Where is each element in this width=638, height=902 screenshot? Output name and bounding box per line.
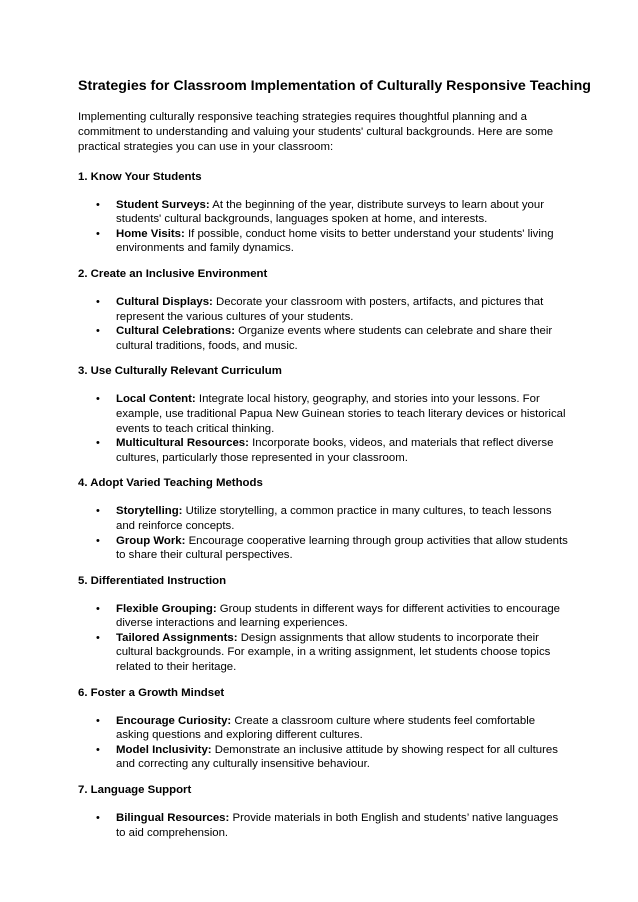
list-item: [78, 324, 568, 353]
item-description: Utilize storytelling, a common practice in many cultures, to teach lessons and reinforce concepts.: [116, 505, 552, 532]
item-term: Encourage Curiosity:: [116, 714, 232, 727]
item-term: Bilingual Resources:: [116, 812, 230, 825]
item-term: Tailored Assignments:: [116, 631, 238, 644]
bullet-icon: •: [96, 812, 100, 825]
bullet-icon: •: [96, 534, 100, 547]
bullet-icon: •: [96, 295, 100, 308]
item-term: Flexible Grouping:: [116, 602, 217, 615]
document-title: Strategies for Classroom Implementation of Culturally Responsive Teaching: [78, 78, 591, 94]
item-term: Storytelling:: [116, 505, 183, 518]
item-term: Multicultural Resources:: [116, 437, 249, 450]
list-item: [78, 743, 568, 772]
list-item: [78, 198, 568, 227]
bullet-icon: •: [96, 631, 100, 644]
section-heading: 2. Create an Inclusive Environment: [78, 267, 268, 280]
section-heading: 5. Differentiated Instruction: [78, 574, 227, 587]
section-heading: 1. Know Your Students: [78, 170, 202, 183]
bullet-icon: •: [96, 505, 100, 518]
item-term: Student Surveys:: [116, 198, 210, 211]
item-description: Integrate local history, geography, and stories into your lessons. For example, use traditional Papua New Guinean stories to teach literary devices or historical events to teach critical thinking.: [116, 393, 566, 435]
item-term: Cultural Displays:: [116, 295, 213, 308]
bullet-icon: •: [96, 437, 100, 450]
bullet-icon: •: [96, 227, 100, 240]
bullet-icon: •: [96, 714, 100, 727]
list-item: [78, 227, 568, 256]
item-description: Design assignments that allow students to incorporate their cultural backgrounds. For example, in a writing assignment, let students choose topics related to their heritage.: [116, 631, 551, 674]
item-term: Home Visits:: [116, 227, 185, 240]
item-description: Provide materials in both English and students’ native languages to aid comprehension.: [116, 812, 559, 839]
item-term: Model Inclusivity:: [116, 743, 212, 756]
list-item: [78, 811, 568, 840]
bullet-list: [78, 602, 568, 675]
section-heading: 4. Adopt Varied Teaching Methods: [78, 477, 263, 490]
item-description: Decorate your classroom with posters, artifacts, and pictures that represent the various cultures of your students.: [116, 295, 544, 323]
item-description: Encourage cooperative learning through group activities that allow students to share their cultural perspectives.: [116, 534, 568, 562]
list-item: [78, 714, 568, 743]
bullet-icon: •: [96, 743, 100, 756]
section-heading: 3. Use Culturally Relevant Curriculum: [78, 365, 282, 378]
sections-container: [78, 170, 568, 841]
item-description: If possible, conduct home visits to better understand your students' living environments and family dynamics.: [116, 227, 554, 255]
item-term: Local Content:: [116, 393, 196, 406]
item-description: Demonstrate an inclusive attitude by showing respect for all cultures and correcting any culturally insensitive behaviour.: [116, 743, 558, 771]
list-item: [78, 295, 568, 324]
bullet-list: [78, 295, 568, 353]
list-item: [78, 631, 568, 675]
bullet-icon: •: [96, 393, 100, 406]
item-term: Cultural Celebrations:: [116, 325, 235, 338]
bullet-list: [78, 392, 568, 465]
bullet-list: [78, 198, 568, 256]
list-item: [78, 534, 568, 563]
bullet-icon: •: [96, 325, 100, 338]
list-item: [78, 392, 568, 436]
list-item: [78, 504, 568, 533]
item-description: Create a classroom culture where students feel comfortable asking questions and exploring different cultures.: [116, 714, 536, 742]
bullet-icon: •: [96, 198, 100, 211]
section-heading: 6. Foster a Growth Mindset: [78, 686, 225, 699]
bullet-list: [78, 714, 568, 772]
intro-paragraph: Implementing culturally responsive teaching strategies requires thoughtful planning and a commitment to understanding and valuing your students' cultural backgrounds. Here are some practical strategies you can use in your classroom:: [78, 111, 554, 154]
bullet-icon: •: [96, 602, 100, 615]
list-item: [78, 436, 568, 465]
item-description: At the beginning of the year, distribute surveys to learn about your students' cultural backgrounds, languages spoken at home, and interests.: [116, 198, 545, 226]
bullet-list: [78, 811, 568, 840]
list-item: [78, 602, 568, 631]
item-term: Group Work:: [116, 534, 186, 547]
section-heading: 7. Language Support: [78, 784, 192, 797]
bullet-list: [78, 504, 568, 562]
item-description: Incorporate books, videos, and materials that reflect diverse cultures, particularly those represented in your classroom.: [116, 437, 554, 464]
item-description: Organize events where students can celebrate and share their cultural traditions, foods, and music.: [116, 325, 553, 352]
item-description: Group students in different ways for different activities to encourage diverse interactions and learning experiences.: [116, 602, 561, 630]
